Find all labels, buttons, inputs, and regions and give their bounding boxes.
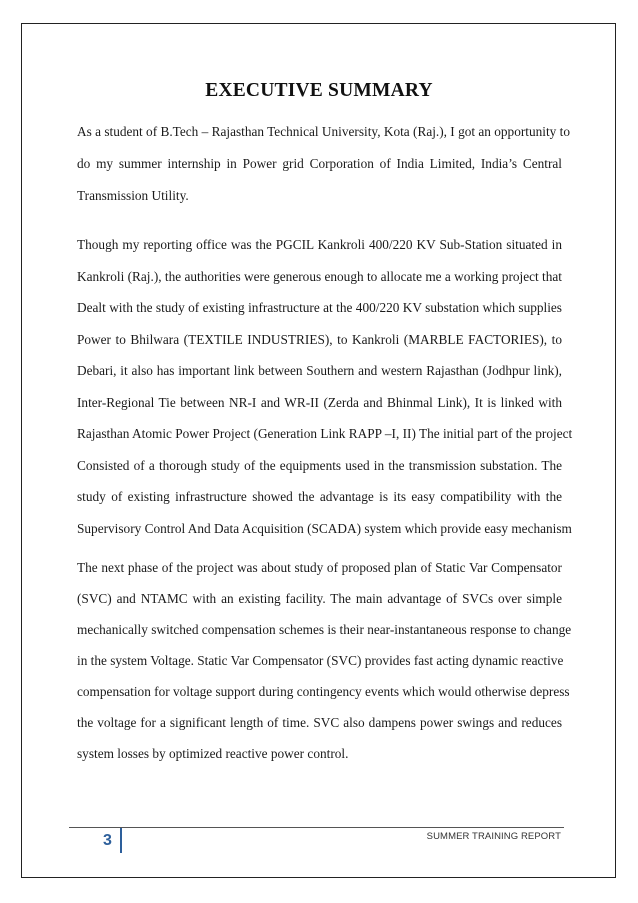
paragraph-line: Supervisory Control And Data Acquisition (SCADA) system which provide easy mechanism <box>77 520 572 536</box>
page-number-divider <box>120 828 122 853</box>
footer-rule <box>69 827 564 828</box>
paragraph-line: Though my reporting office was the PGCIL Kankroli 400/220 KV Sub-Station situated in <box>77 237 562 252</box>
paragraph-line: the voltage for a significant length of time. SVC also dampens power swings and reduces <box>77 715 562 730</box>
paragraph-line: do my summer internship in Power grid Corporation of India Limited, India’s Central <box>77 156 562 171</box>
paragraph-line: As a student of B.Tech – Rajasthan Technical University, Kota (Raj.), I got an opportunity to <box>77 124 570 139</box>
paragraph-line: Rajasthan Atomic Power Project (Generation Link RAPP –I, II) The initial part of the project <box>77 426 573 441</box>
paragraph-line: compensation for voltage support during contingency events which would otherwise depress <box>77 684 570 699</box>
page-number: 3 <box>103 832 112 849</box>
footer-label: SUMMER TRAINING REPORT <box>426 831 561 842</box>
paragraph-line: mechanically switched compensation schemes is their near-instantaneous response to change <box>77 622 572 637</box>
paragraph-line: Power to Bhilwara (TEXTILE INDUSTRIES), to Kankroli (MARBLE FACTORIES), to <box>77 331 562 347</box>
paragraph-line: Consisted of a thorough study of the equipments used in the transmission substation. The <box>77 457 562 473</box>
paragraph-line: (SVC) and NTAMC with an existing facility. The main advantage of SVCs over simple <box>77 591 562 606</box>
paragraph-line: Kankroli (Raj.), the authorities were generous enough to allocate me a working project that <box>77 268 562 284</box>
paragraph-line: The next phase of the project was about study of proposed plan of Static Var Compensator <box>77 560 562 575</box>
paragraph-line: Inter-Regional Tie between NR-I and WR-II (Zerda and Bhinmal Link), It is linked with <box>77 394 562 410</box>
paragraph-line: Dealt with the study of existing infrastructure at the 400/220 KV substation which supplies <box>77 300 562 315</box>
page-title: EXECUTIVE SUMMARY <box>205 80 433 101</box>
paragraph-line: in the system Voltage. Static Var Compensator (SVC) provides fast acting dynamic reactive <box>77 653 564 668</box>
paragraph-line: system losses by optimized reactive power control. <box>77 746 349 761</box>
paragraph-line: Debari, it also has important link between Southern and western Rajasthan (Jodhpur link), <box>77 363 562 378</box>
paragraph-line: Transmission Utility. <box>77 188 189 203</box>
paragraph-line: study of existing infrastructure showed the advantage is its easy compatibility with the <box>77 489 562 504</box>
